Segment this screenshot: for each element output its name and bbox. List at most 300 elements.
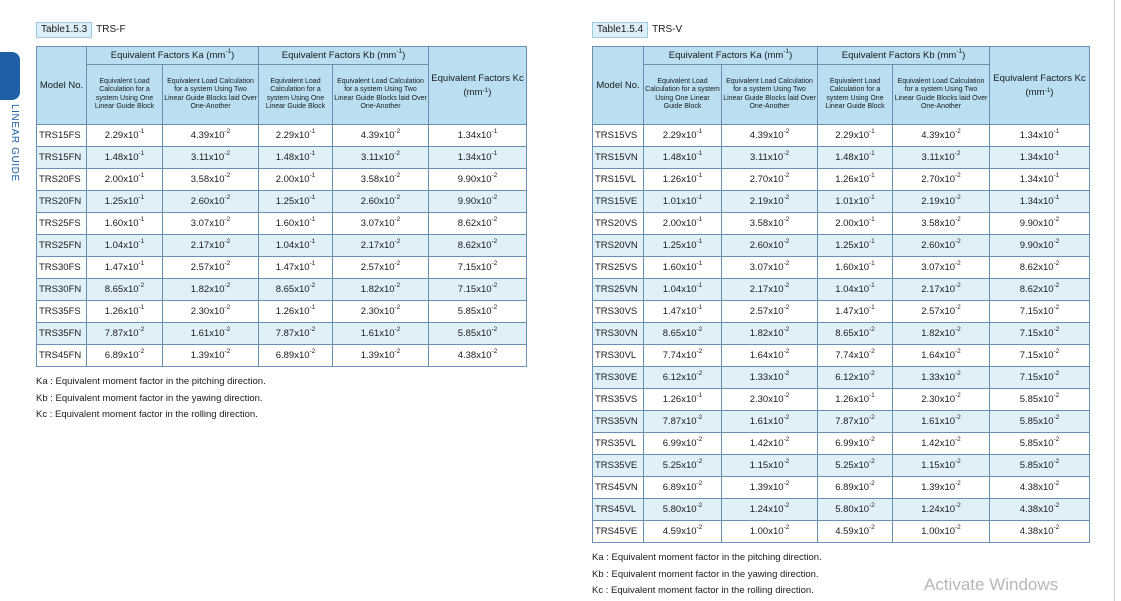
table-row bbox=[593, 455, 1090, 477]
kb1-cell bbox=[818, 411, 893, 433]
factor-exponent: -1 bbox=[696, 304, 703, 311]
kc-header-text: Equivalent Factors Kc (mm bbox=[993, 72, 1086, 98]
table-caption-id: Table1.5.4 bbox=[592, 22, 648, 38]
model-cell: TRS15VL bbox=[593, 169, 644, 191]
factor-exponent: -1 bbox=[696, 172, 703, 179]
factor-exponent: -2 bbox=[696, 326, 703, 333]
factor-exponent: -2 bbox=[783, 260, 790, 267]
kb1-cell bbox=[259, 279, 333, 301]
factor-exponent: -2 bbox=[955, 480, 961, 487]
factor-exponent: -1 bbox=[491, 128, 498, 135]
factor-mantissa: 1.34x10 bbox=[457, 152, 492, 163]
factor-exponent: -1 bbox=[138, 150, 145, 157]
factor-exponent: -1 bbox=[138, 128, 145, 135]
factor-mantissa: 2.60x10 bbox=[360, 196, 395, 207]
factor-exponent: -2 bbox=[783, 524, 790, 531]
side-tab-marker bbox=[0, 52, 20, 100]
factor-mantissa: 1.39x10 bbox=[749, 482, 784, 493]
model-cell: TRS15VS bbox=[593, 125, 644, 147]
factor-exponent: -1 bbox=[309, 172, 316, 179]
kb1-cell bbox=[818, 367, 893, 389]
ka1-cell bbox=[87, 169, 163, 191]
model-cell: TRS20VN bbox=[593, 235, 644, 257]
factor-mantissa: 1.26x10 bbox=[662, 394, 697, 405]
factor-mantissa: 3.07x10 bbox=[749, 262, 784, 273]
note-line: Ka : Equivalent moment factor in the pitching direction. bbox=[36, 376, 266, 387]
factor-exponent: -2 bbox=[783, 392, 790, 399]
factor-mantissa: 9.90x10 bbox=[1019, 218, 1054, 229]
kc-unit-exp: -1 bbox=[482, 86, 489, 94]
factor-exponent: -1 bbox=[869, 172, 875, 179]
factor-exponent: -2 bbox=[955, 370, 961, 377]
factor-mantissa: 2.17x10 bbox=[921, 284, 956, 295]
factor-exponent: -1 bbox=[869, 128, 875, 135]
factor-exponent: -1 bbox=[1053, 150, 1060, 157]
kb-header-text: Equivalent Factors Kb (mm bbox=[841, 50, 957, 61]
table-row bbox=[593, 257, 1090, 279]
factor-exponent: -2 bbox=[869, 458, 875, 465]
ka1-cell bbox=[87, 301, 163, 323]
ka1-cell bbox=[644, 169, 722, 191]
factor-mantissa: 1.26x10 bbox=[275, 306, 310, 317]
model-cell: TRS20VS bbox=[593, 213, 644, 235]
ka2-cell bbox=[722, 433, 818, 455]
factor-mantissa: 2.57x10 bbox=[190, 262, 225, 273]
ka2-cell bbox=[163, 345, 259, 367]
factor-mantissa: 1.60x10 bbox=[104, 218, 139, 229]
kb2-cell bbox=[893, 433, 990, 455]
kc-cell bbox=[990, 367, 1090, 389]
factor-mantissa: 8.62x10 bbox=[457, 218, 492, 229]
factor-mantissa: 2.29x10 bbox=[662, 130, 697, 141]
factor-mantissa: 5.85x10 bbox=[457, 306, 492, 317]
factor-exponent: -2 bbox=[696, 524, 703, 531]
factor-mantissa: 1.47x10 bbox=[104, 262, 139, 273]
factor-mantissa: 7.15x10 bbox=[1019, 328, 1054, 339]
factor-mantissa: 1.82x10 bbox=[190, 284, 225, 295]
ka1-cell bbox=[644, 499, 722, 521]
factor-exponent: -2 bbox=[224, 194, 231, 201]
factor-exponent: -2 bbox=[955, 260, 961, 267]
kb-unit-close: ) bbox=[402, 50, 406, 61]
ka1-cell bbox=[87, 213, 163, 235]
factor-mantissa: 1.34x10 bbox=[457, 130, 492, 141]
kb-unit-exp: -1 bbox=[396, 48, 403, 55]
model-cell: TRS30VL bbox=[593, 345, 644, 367]
factor-exponent: -2 bbox=[1053, 348, 1060, 355]
factor-exponent: -2 bbox=[491, 260, 498, 267]
kb1-cell bbox=[818, 301, 893, 323]
kc-cell bbox=[429, 279, 527, 301]
ka-one-block-header: Equivalent Load Calculation for a system Using One Linear Guide Block bbox=[644, 65, 722, 125]
factor-mantissa: 1.00x10 bbox=[921, 526, 956, 537]
table-caption-title: TRS-V bbox=[652, 24, 683, 35]
kb2-cell bbox=[893, 213, 990, 235]
kc-header-text: Equivalent Factors Kc (mm bbox=[431, 72, 524, 98]
table-row bbox=[593, 169, 1090, 191]
kc-unit-close: ) bbox=[1050, 86, 1054, 98]
factor-mantissa: 3.07x10 bbox=[921, 262, 956, 273]
factor-mantissa: 2.70x10 bbox=[921, 174, 956, 185]
factor-exponent: -1 bbox=[696, 128, 703, 135]
factor-exponent: -2 bbox=[783, 502, 790, 509]
table-row bbox=[593, 323, 1090, 345]
ka1-cell bbox=[644, 301, 722, 323]
factor-mantissa: 7.15x10 bbox=[1019, 372, 1054, 383]
model-cell: TRS45VN bbox=[593, 477, 644, 499]
factor-exponent: -2 bbox=[783, 414, 790, 421]
factor-mantissa: 1.60x10 bbox=[835, 262, 870, 273]
factor-mantissa: 1.60x10 bbox=[662, 262, 697, 273]
ka1-cell bbox=[87, 191, 163, 213]
kb1-cell bbox=[259, 235, 333, 257]
kb1-cell bbox=[818, 279, 893, 301]
factor-exponent: -2 bbox=[309, 282, 316, 289]
factor-mantissa: 1.42x10 bbox=[921, 438, 956, 449]
kb1-cell bbox=[818, 389, 893, 411]
ka1-cell bbox=[87, 345, 163, 367]
kb1-cell bbox=[259, 169, 333, 191]
ka2-cell bbox=[163, 301, 259, 323]
ka1-cell bbox=[644, 345, 722, 367]
factor-exponent: -1 bbox=[1053, 128, 1060, 135]
ka1-cell bbox=[644, 411, 722, 433]
factor-exponent: -2 bbox=[1053, 326, 1060, 333]
factor-mantissa: 1.48x10 bbox=[275, 152, 310, 163]
factor-exponent: -2 bbox=[491, 238, 498, 245]
factor-mantissa: 1.33x10 bbox=[921, 372, 956, 383]
factor-exponent: -1 bbox=[696, 282, 703, 289]
ka1-cell bbox=[644, 191, 722, 213]
factor-exponent: -1 bbox=[138, 238, 145, 245]
factor-mantissa: 1.42x10 bbox=[749, 438, 784, 449]
factor-exponent: -2 bbox=[783, 458, 790, 465]
factor-exponent: -2 bbox=[394, 172, 401, 179]
factor-mantissa: 3.11x10 bbox=[750, 152, 784, 163]
factor-exponent: -1 bbox=[309, 304, 316, 311]
factor-mantissa: 1.48x10 bbox=[835, 152, 870, 163]
ka2-cell bbox=[163, 257, 259, 279]
factor-mantissa: 3.58x10 bbox=[190, 174, 225, 185]
factor-exponent: -2 bbox=[1053, 282, 1060, 289]
factor-mantissa: 7.87x10 bbox=[835, 416, 870, 427]
factor-mantissa: 2.00x10 bbox=[275, 174, 310, 185]
ka2-cell bbox=[722, 477, 818, 499]
model-cell: TRS35VL bbox=[593, 433, 644, 455]
note-line: Kb : Equivalent moment factor in the yawing direction. bbox=[36, 392, 263, 404]
table-row bbox=[593, 301, 1090, 323]
table-caption-trs-f bbox=[36, 22, 126, 38]
table-row bbox=[37, 257, 527, 279]
model-cell: TRS35VE bbox=[593, 455, 644, 477]
factor-exponent: -1 bbox=[138, 304, 145, 311]
ka1-cell bbox=[644, 147, 722, 169]
factor-mantissa: 7.15x10 bbox=[457, 284, 492, 295]
factor-mantissa: 1.01x10 bbox=[662, 196, 697, 207]
kb2-cell bbox=[893, 125, 990, 147]
factor-mantissa: 7.15x10 bbox=[1019, 350, 1054, 361]
kb2-cell bbox=[333, 235, 429, 257]
ka2-cell bbox=[722, 301, 818, 323]
factor-exponent: -1 bbox=[309, 216, 316, 223]
factor-mantissa: 5.85x10 bbox=[1019, 438, 1054, 449]
factor-exponent: -2 bbox=[783, 128, 790, 135]
ka1-cell bbox=[87, 235, 163, 257]
factor-mantissa: 1.15x10 bbox=[921, 460, 956, 471]
factor-exponent: -2 bbox=[783, 480, 790, 487]
trs-f-notes bbox=[36, 374, 266, 424]
kb2-cell bbox=[893, 279, 990, 301]
factor-exponent: -2 bbox=[1053, 480, 1060, 487]
kb1-cell bbox=[259, 191, 333, 213]
kb2-cell bbox=[893, 191, 990, 213]
kc-cell bbox=[429, 257, 527, 279]
kc-header bbox=[429, 47, 527, 125]
kc-cell bbox=[990, 125, 1090, 147]
factor-exponent: -2 bbox=[394, 260, 401, 267]
factor-exponent: -2 bbox=[869, 480, 875, 487]
factor-mantissa: 1.04x10 bbox=[104, 240, 139, 251]
kc-cell bbox=[429, 301, 527, 323]
factor-exponent: -2 bbox=[783, 216, 790, 223]
factor-exponent: -2 bbox=[869, 414, 875, 421]
ka2-cell bbox=[722, 147, 818, 169]
factor-exponent: -1 bbox=[138, 172, 145, 179]
factor-exponent: -2 bbox=[1053, 238, 1060, 245]
table-row bbox=[593, 389, 1090, 411]
ka1-cell bbox=[644, 433, 722, 455]
factor-exponent: -2 bbox=[869, 436, 875, 443]
factor-mantissa: 5.85x10 bbox=[457, 328, 492, 339]
factor-mantissa: 4.38x10 bbox=[1019, 482, 1054, 493]
kb2-cell bbox=[333, 147, 429, 169]
ka-unit-exp: -1 bbox=[783, 48, 790, 55]
kc-cell bbox=[990, 147, 1090, 169]
factor-exponent: -2 bbox=[1053, 502, 1060, 509]
model-cell: TRS35VN bbox=[593, 411, 644, 433]
kc-cell bbox=[990, 301, 1090, 323]
factor-exponent: -1 bbox=[869, 260, 875, 267]
factor-exponent: -2 bbox=[696, 502, 703, 509]
factor-mantissa: 8.65x10 bbox=[104, 284, 139, 295]
table-row bbox=[37, 213, 527, 235]
factor-mantissa: 6.99x10 bbox=[662, 438, 697, 449]
factor-mantissa: 8.62x10 bbox=[1019, 262, 1054, 273]
factor-mantissa: 2.30x10 bbox=[360, 306, 395, 317]
factor-mantissa: 1.61x10 bbox=[360, 328, 395, 339]
factor-exponent: -2 bbox=[1053, 370, 1060, 377]
ka-group-header bbox=[644, 47, 818, 65]
factor-exponent: -2 bbox=[955, 458, 961, 465]
table-row bbox=[37, 301, 527, 323]
factor-exponent: -2 bbox=[224, 172, 231, 179]
factor-exponent: -2 bbox=[955, 194, 961, 201]
factor-mantissa: 7.87x10 bbox=[275, 328, 310, 339]
kb-group-header bbox=[259, 47, 429, 65]
factor-exponent: -2 bbox=[783, 348, 790, 355]
ka1-cell bbox=[87, 323, 163, 345]
model-cell: TRS35VS bbox=[593, 389, 644, 411]
factor-exponent: -2 bbox=[955, 348, 961, 355]
model-cell: TRS30FN bbox=[37, 279, 87, 301]
factor-mantissa: 1.04x10 bbox=[275, 240, 310, 251]
factor-mantissa: 3.07x10 bbox=[190, 218, 225, 229]
factor-exponent: -2 bbox=[491, 216, 498, 223]
model-cell: TRS45FN bbox=[37, 345, 87, 367]
kb1-cell bbox=[818, 147, 893, 169]
kc-cell bbox=[990, 521, 1090, 543]
kc-cell bbox=[429, 191, 527, 213]
ka-unit-exp: -1 bbox=[225, 48, 232, 55]
factor-exponent: -2 bbox=[696, 480, 703, 487]
factor-mantissa: 2.60x10 bbox=[749, 240, 784, 251]
table-row bbox=[593, 411, 1090, 433]
ka1-cell bbox=[87, 279, 163, 301]
factor-mantissa: 5.85x10 bbox=[1019, 460, 1054, 471]
factor-mantissa: 2.00x10 bbox=[662, 218, 697, 229]
table-row bbox=[593, 125, 1090, 147]
factor-exponent: -2 bbox=[696, 370, 703, 377]
factor-exponent: -2 bbox=[394, 128, 401, 135]
note-line: Kc : Equivalent moment factor in the rolling direction. bbox=[592, 585, 814, 596]
factor-mantissa: 1.15x10 bbox=[749, 460, 784, 471]
ka2-cell bbox=[163, 147, 259, 169]
kb2-cell bbox=[893, 367, 990, 389]
kc-cell bbox=[990, 433, 1090, 455]
ka-header-text: Equivalent Factors Ka (mm bbox=[668, 50, 784, 61]
kb1-cell bbox=[259, 301, 333, 323]
ka2-cell bbox=[163, 279, 259, 301]
ka1-cell bbox=[644, 477, 722, 499]
table-caption-trs-v bbox=[592, 22, 682, 38]
factor-exponent: -2 bbox=[783, 304, 790, 311]
kb2-cell bbox=[333, 191, 429, 213]
factor-exponent: -2 bbox=[1053, 304, 1060, 311]
trs-v-notes bbox=[592, 550, 822, 600]
factor-exponent: -1 bbox=[309, 150, 316, 157]
kb2-cell bbox=[893, 257, 990, 279]
factor-mantissa: 7.87x10 bbox=[104, 328, 139, 339]
model-cell: TRS45VL bbox=[593, 499, 644, 521]
kb-unit-close: ) bbox=[962, 50, 966, 61]
factor-exponent: -2 bbox=[309, 348, 316, 355]
factor-exponent: -2 bbox=[955, 392, 961, 399]
note-line: Ka : Equivalent moment factor in the pitching direction. bbox=[592, 552, 822, 563]
factor-exponent: -2 bbox=[224, 304, 231, 311]
factor-exponent: -2 bbox=[224, 150, 230, 157]
ka1-cell bbox=[644, 455, 722, 477]
ka1-cell bbox=[644, 235, 722, 257]
factor-mantissa: 2.19x10 bbox=[749, 196, 784, 207]
factor-mantissa: 9.90x10 bbox=[457, 174, 492, 185]
factor-exponent: -2 bbox=[1053, 392, 1060, 399]
factor-exponent: -1 bbox=[869, 304, 875, 311]
note-line: Kc : Equivalent moment factor in the rolling direction. bbox=[36, 409, 258, 420]
factor-mantissa: 6.12x10 bbox=[835, 372, 870, 383]
factor-exponent: -2 bbox=[1053, 458, 1060, 465]
factor-mantissa: 1.25x10 bbox=[104, 196, 139, 207]
factor-exponent: -2 bbox=[783, 436, 790, 443]
factor-exponent: -1 bbox=[1053, 172, 1060, 179]
kb1-cell bbox=[259, 257, 333, 279]
kb2-cell bbox=[893, 323, 990, 345]
factor-mantissa: 1.34x10 bbox=[1019, 196, 1054, 207]
factor-exponent: -1 bbox=[491, 150, 498, 157]
kc-cell bbox=[429, 125, 527, 147]
factor-exponent: -2 bbox=[1053, 260, 1060, 267]
factor-mantissa: 2.17x10 bbox=[360, 240, 395, 251]
factor-exponent: -2 bbox=[955, 128, 961, 135]
kc-cell bbox=[429, 323, 527, 345]
kb2-cell bbox=[893, 301, 990, 323]
kb2-cell bbox=[333, 125, 429, 147]
factor-mantissa: 6.99x10 bbox=[835, 438, 870, 449]
factor-exponent: -1 bbox=[869, 238, 875, 245]
model-no-header: Model No. bbox=[37, 47, 87, 125]
factor-exponent: -2 bbox=[394, 194, 401, 201]
ka1-cell bbox=[87, 147, 163, 169]
factor-exponent: -2 bbox=[394, 282, 401, 289]
table-row bbox=[593, 235, 1090, 257]
factor-mantissa: 1.64x10 bbox=[921, 350, 956, 361]
factor-mantissa: 5.25x10 bbox=[662, 460, 697, 471]
ka2-cell bbox=[163, 213, 259, 235]
factor-exponent: -2 bbox=[491, 326, 498, 333]
ka2-cell bbox=[722, 169, 818, 191]
factor-mantissa: 3.11x10 bbox=[191, 152, 225, 163]
factor-mantissa: 3.58x10 bbox=[749, 218, 784, 229]
factor-exponent: -2 bbox=[1053, 524, 1060, 531]
ka2-cell bbox=[163, 125, 259, 147]
kc-cell bbox=[990, 235, 1090, 257]
kb-two-blocks-header: Equivalent Load Calculation for a system Using Two Linear Guide Blocks laid Over One-Another bbox=[893, 65, 990, 125]
factor-exponent: -2 bbox=[394, 326, 401, 333]
factor-exponent: -1 bbox=[869, 194, 875, 201]
ka-unit-close: ) bbox=[789, 50, 793, 61]
model-cell: TRS25FS bbox=[37, 213, 87, 235]
table-row bbox=[593, 477, 1090, 499]
factor-mantissa: 8.62x10 bbox=[1019, 284, 1054, 295]
factor-mantissa: 1.39x10 bbox=[190, 350, 225, 361]
factor-mantissa: 1.61x10 bbox=[190, 328, 225, 339]
trs-v-factor-table bbox=[592, 46, 1090, 543]
factor-mantissa: 4.39x10 bbox=[190, 130, 225, 141]
factor-mantissa: 1.47x10 bbox=[275, 262, 310, 273]
factor-exponent: -2 bbox=[1053, 436, 1060, 443]
ka2-cell bbox=[722, 345, 818, 367]
factor-exponent: -2 bbox=[491, 282, 498, 289]
factor-mantissa: 2.29x10 bbox=[104, 130, 139, 141]
factor-exponent: -2 bbox=[224, 326, 231, 333]
factor-mantissa: 2.60x10 bbox=[921, 240, 956, 251]
model-cell: TRS30VS bbox=[593, 301, 644, 323]
factor-mantissa: 6.89x10 bbox=[275, 350, 310, 361]
ka1-cell bbox=[644, 125, 722, 147]
ka-two-blocks-header: Equivalent Load Calculation for a system Using Two Linear Guide Blocks laid Over One-Another bbox=[163, 65, 259, 125]
table-row bbox=[37, 147, 527, 169]
factor-mantissa: 7.74x10 bbox=[835, 350, 870, 361]
factor-exponent: -2 bbox=[491, 348, 498, 355]
note-line: Kb : Equivalent moment factor in the yawing direction. bbox=[592, 568, 819, 580]
factor-exponent: -2 bbox=[224, 282, 231, 289]
factor-exponent: -2 bbox=[394, 304, 401, 311]
factor-exponent: -2 bbox=[783, 282, 790, 289]
factor-mantissa: 4.38x10 bbox=[1019, 504, 1054, 515]
factor-exponent: -1 bbox=[696, 150, 703, 157]
factor-mantissa: 2.00x10 bbox=[104, 174, 139, 185]
kb1-cell bbox=[818, 499, 893, 521]
kb2-cell bbox=[333, 257, 429, 279]
